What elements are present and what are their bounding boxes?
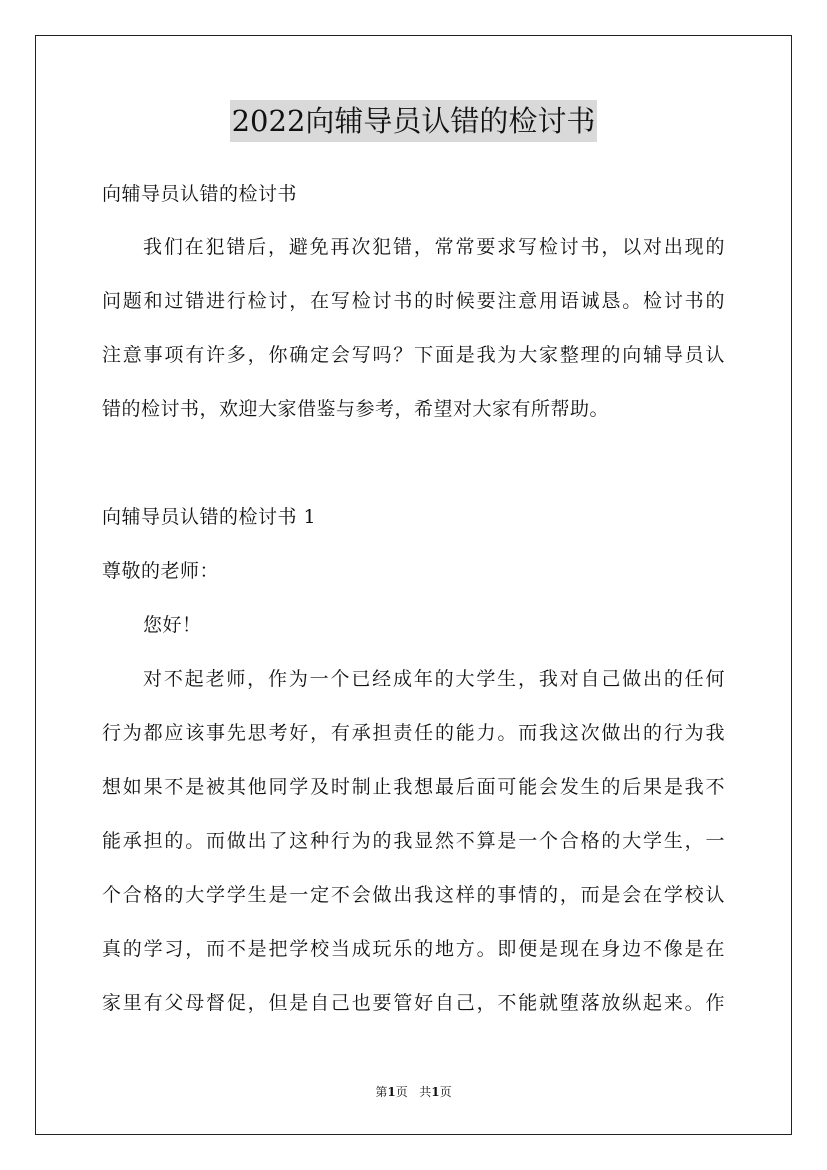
footer-page-unit: 页 xyxy=(395,1085,408,1099)
document-title: 2022向辅导员认错的检讨书 xyxy=(230,100,598,142)
intro-line-4: 错的检讨书，欢迎大家借鉴与参考，希望对大家有所帮助。 xyxy=(102,398,610,420)
footer-page-label: 第 xyxy=(375,1085,388,1099)
page-footer xyxy=(0,1083,827,1101)
document-subtitle: 向辅导员认错的检讨书 xyxy=(102,183,298,205)
salutation: 尊敬的老师： xyxy=(102,560,220,582)
footer-total-unit: 页 xyxy=(439,1085,452,1099)
body-line-6: 真的学习，而不是把学校当成玩乐的地方。即便是现在身边不像是在 xyxy=(102,938,725,960)
body-line-1: 对不起老师，作为一个已经成年的大学生，我对自己做出的任何 xyxy=(143,668,725,690)
intro-line-3: 注意事项有许多，你确定会写吗？下面是我为大家整理的向辅导员认 xyxy=(102,344,725,366)
title-container xyxy=(0,100,827,142)
body-line-4: 能承担的。而做出了这种行为的我显然不算是一个合格的大学生，一 xyxy=(102,830,725,852)
section-heading: 向辅导员认错的检讨书 1 xyxy=(102,506,317,528)
footer-total-number: 1 xyxy=(431,1085,440,1099)
footer-page-number: 1 xyxy=(387,1085,396,1099)
intro-line-2: 问题和过错进行检讨，在写检讨书的时候要注意用语诚恳。检讨书的 xyxy=(102,290,725,312)
body-line-5: 个合格的大学学生是一定不会做出我这样的事情的，而是会在学校认 xyxy=(102,884,725,906)
footer-total-label: 共 xyxy=(419,1085,432,1099)
greeting: 您好！ xyxy=(143,614,202,636)
intro-line-1: 我们在犯错后，避免再次犯错，常常要求写检讨书，以对出现的 xyxy=(143,236,725,258)
body-line-2: 行为都应该事先思考好，有承担责任的能力。而我这次做出的行为我 xyxy=(102,722,725,744)
body-line-7: 家里有父母督促，但是自己也要管好自己，不能就堕落放纵起来。作 xyxy=(102,992,725,1014)
body-line-3: 想如果不是被其他同学及时制止我想最后面可能会发生的后果是我不 xyxy=(102,776,725,798)
